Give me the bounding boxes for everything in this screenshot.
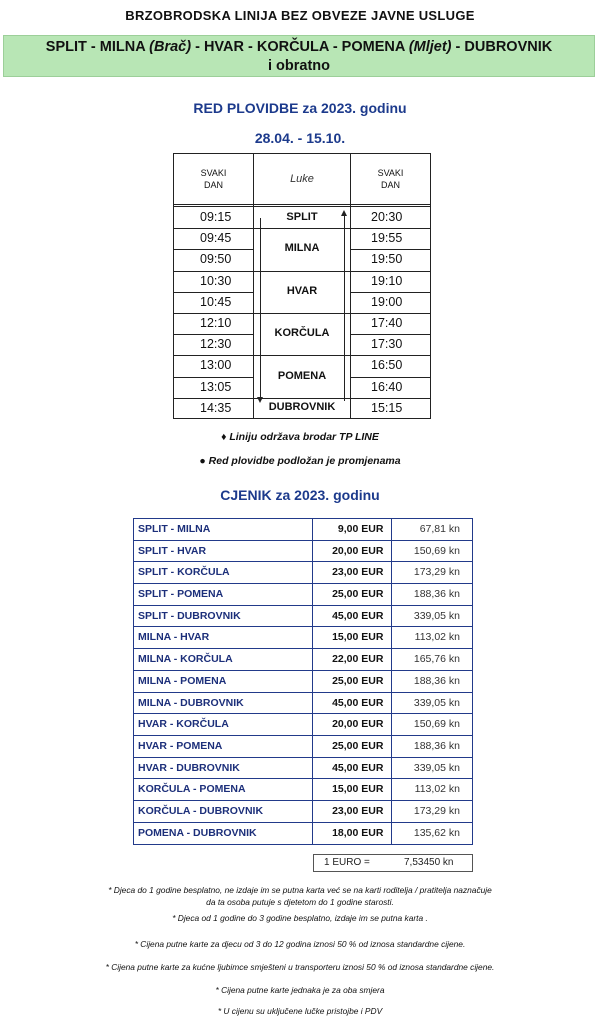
price-route: SPLIT - HVAR [134, 541, 313, 562]
price-row [134, 736, 472, 758]
exchange-rate [313, 854, 473, 872]
price-kn: 67,81 kn [419, 523, 460, 535]
return-direction-arrow [344, 216, 345, 401]
footnote-3: * Cijena putne karte za djecu od 3 do 12 godina iznosi 50 % od iznosa standardne cijene. [134, 939, 466, 949]
price-eur: 45,00 EUR [313, 693, 393, 714]
price-kn: 165,76 kn [413, 653, 460, 666]
price-row [134, 823, 472, 845]
route-line-2: i obratno [267, 58, 331, 74]
price-route: SPLIT - DUBROVNIK [134, 606, 313, 627]
price-kn: 150,69 kn [413, 544, 460, 557]
footnote-6: * U cijenu su uključene lučke pristojbe i PDV [217, 1006, 383, 1016]
route-brac: (Brač) [149, 39, 192, 55]
route-banner [3, 35, 595, 77]
price-route: HVAR - POMENA [134, 736, 313, 757]
departure-time-return: 16:50 [371, 358, 403, 373]
arrow-up-icon [341, 210, 347, 216]
footnote-4: * Cijena putne karte za kućne ljubimce smješteni u transporteru iznosi 50 % od iznosa standardne cijene. [105, 962, 495, 972]
price-eur: 15,00 EUR [313, 627, 393, 648]
price-row [134, 801, 472, 823]
price-eur: 25,00 EUR [313, 736, 393, 757]
price-row [134, 649, 472, 671]
price-route: MILNA - DUBROVNIK [134, 693, 313, 714]
price-row [134, 519, 472, 541]
arrow-down-icon [257, 397, 263, 403]
price-row [134, 779, 472, 801]
price-kn: 339,05 kn [413, 696, 460, 709]
price-row [134, 584, 472, 606]
price-route: KORČULA - POMENA [134, 779, 313, 800]
departure-time-return: 19:50 [371, 252, 403, 267]
header-right-everyday: SVAKI DAN [377, 168, 404, 190]
port-name: SPLIT [286, 210, 318, 223]
departure-time-return: 16:40 [371, 379, 403, 394]
price-row [134, 562, 472, 584]
route-mljet: (Mljet) [408, 39, 452, 55]
price-eur: 9,00 EUR [313, 519, 393, 540]
departure-time-outbound: 12:30 [200, 337, 232, 352]
rate-value: 7,53450 kn [404, 857, 454, 868]
departure-time-return: 17:30 [371, 337, 403, 352]
departure-time-outbound: 13:05 [200, 379, 232, 394]
departure-time-outbound: 10:45 [200, 294, 232, 309]
departure-time-outbound: 12:10 [200, 316, 232, 330]
departure-time-return: 20:30 [371, 210, 403, 224]
rate-label: 1 EURO = [324, 857, 370, 868]
price-row [134, 541, 472, 563]
departure-time-return: 19:00 [371, 294, 403, 309]
footnote-2: * Djeca od 1 godine do 3 godine besplatno, izdaje im se putna karta . [172, 913, 428, 923]
port-name: MILNA [284, 242, 320, 255]
price-route: SPLIT - KORČULA [134, 562, 313, 583]
departure-time-return: 19:10 [371, 273, 403, 288]
header-left-everyday: SVAKI DAN [200, 168, 227, 190]
port-name: DUBROVNIK [268, 401, 336, 414]
price-route: MILNA - KORČULA [134, 649, 313, 670]
route-line-1 [4, 38, 594, 57]
price-kn: 150,69 kn [413, 718, 460, 731]
price-kn: 188,36 kn [413, 588, 460, 601]
schedule-table [173, 153, 431, 419]
price-route: SPLIT - MILNA [134, 519, 313, 540]
departure-time-outbound: 09:45 [200, 231, 232, 246]
price-eur: 15,00 EUR [313, 779, 393, 800]
operator-note: ♦ Liniju održava brodar TP LINE [221, 431, 379, 443]
departure-time-outbound: 10:30 [200, 273, 232, 288]
departure-time-outbound: 14:35 [200, 400, 232, 415]
price-row [134, 714, 472, 736]
price-eur: 45,00 EUR [313, 758, 393, 779]
price-eur: 23,00 EUR [313, 562, 393, 583]
price-row [134, 758, 472, 780]
price-route: KORČULA - DUBROVNIK [134, 801, 313, 822]
price-kn: 173,29 kn [413, 804, 460, 817]
pricing-title: CJENIK za 2023. godinu [220, 487, 380, 503]
price-route: POMENA - DUBROVNIK [134, 823, 313, 845]
price-eur: 22,00 EUR [313, 649, 393, 670]
price-eur: 18,00 EUR [313, 823, 393, 845]
outbound-direction-arrow [260, 218, 261, 398]
price-eur: 45,00 EUR [313, 606, 393, 627]
port-name: POMENA [277, 369, 327, 382]
change-note: ● Red plovidbe podložan je promjenama [199, 455, 401, 467]
price-kn: 188,36 kn [413, 674, 460, 687]
route-main: SPLIT - MILNA [45, 39, 146, 55]
footnote-5: * Cijena putne karte jednaka je za oba smjera [215, 985, 385, 995]
route-mid: - HVAR - KORČULA - POMENA [195, 39, 405, 55]
departure-time-outbound: 09:50 [200, 252, 232, 267]
price-eur: 20,00 EUR [313, 541, 393, 562]
document-title: BRZOBRODSKA LINIJA BEZ OBVEZE JAVNE USLUGE [125, 8, 475, 23]
schedule-period: 28.04. - 15.10. [254, 130, 346, 146]
price-table [133, 518, 473, 845]
price-kn: 135,62 kn [413, 826, 460, 839]
price-route: HVAR - DUBROVNIK [134, 758, 313, 779]
price-eur: 20,00 EUR [313, 714, 393, 735]
header-ports: Luke [290, 173, 314, 185]
price-route: MILNA - HVAR [134, 627, 313, 648]
price-row [134, 627, 472, 649]
departure-time-return: 17:40 [371, 316, 403, 330]
price-eur: 25,00 EUR [313, 584, 393, 605]
departure-time-outbound: 09:15 [200, 210, 232, 224]
price-kn: 113,02 kn [414, 631, 460, 644]
footnote-1a: * Djeca do 1 godine besplatno, ne izdaje im se putna karta već se na karti roditelja / pratitelja naznačuje [108, 885, 492, 895]
price-kn: 339,05 kn [413, 761, 460, 774]
price-row [134, 671, 472, 693]
price-kn: 339,05 kn [413, 609, 460, 622]
price-kn: 113,02 kn [414, 783, 460, 796]
price-route: SPLIT - POMENA [134, 584, 313, 605]
price-route: HVAR - KORČULA [134, 714, 313, 735]
price-eur: 23,00 EUR [313, 801, 393, 822]
footnote-1b: da ta osoba putuje s djetetom do 1 godine starosti. [206, 897, 394, 907]
price-kn: 173,29 kn [413, 566, 460, 579]
schedule-title: RED PLOVIDBE za 2023. godinu [193, 100, 407, 116]
price-route: MILNA - POMENA [134, 671, 313, 692]
price-kn: 188,36 kn [413, 739, 460, 752]
price-row [134, 693, 472, 715]
port-name: HVAR [286, 284, 318, 297]
departure-time-return: 15:15 [371, 400, 403, 415]
price-row [134, 606, 472, 628]
port-name: KORČULA [274, 327, 330, 340]
departure-time-outbound: 13:00 [200, 358, 232, 373]
price-eur: 25,00 EUR [313, 671, 393, 692]
route-end: - DUBROVNIK [455, 39, 553, 55]
departure-time-return: 19:55 [371, 231, 403, 246]
